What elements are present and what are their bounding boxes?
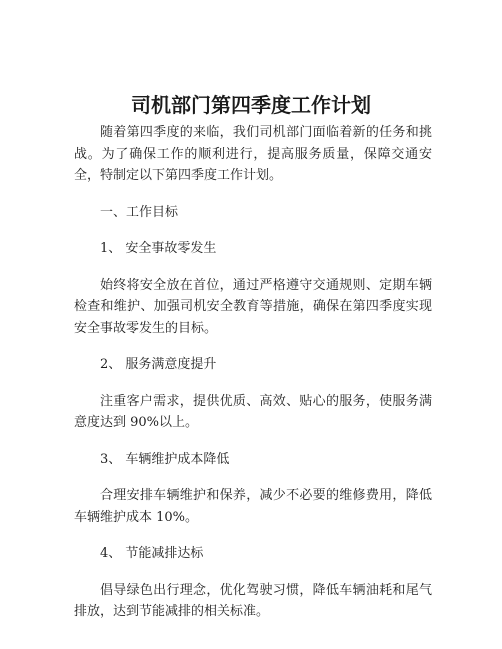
goal-4-body: 倡导绿色出行理念，优化驾驶习惯，降低车辆油耗和尾气排放，达到节能减排的相关标准。 [74,582,432,619]
goal-1-body: 始终将安全放在首位，通过严格遵守交通规则、定期车辆检查和维护、加强司机安全教育等措施，确保在第四季度实现安全事故零发生的目标。 [74,277,432,336]
goal-3-body: 合理安排车辆维护和保养，减少不必要的维修费用，降低车辆维护成本 10%。 [74,488,432,525]
goal-1-heading: 1、 安全事故零发生 [100,241,217,256]
section-heading-goals: 一、工作目标 [100,204,179,220]
goal-2-heading: 2、 服务满意度提升 [100,357,217,372]
goal-3-heading: 3、 车辆维护成本降低 [100,451,230,467]
document-title: 司机部门第四季度工作计划 [131,93,371,117]
goal-2-body: 注重客户需求，提供优质、高效、贴心的服务，使服务满意度达到 90%以上。 [74,393,432,430]
intro-paragraph: 随着第四季度的来临，我们司机部门面临着新的任务和挑战。为了确保工作的顺利进行，提高服务质量，保障交通安全，特制定以下第四季度工作计划。 [74,125,432,183]
goal-4-heading: 4、 节能减排达标 [100,546,204,561]
document-body [74,122,432,623]
